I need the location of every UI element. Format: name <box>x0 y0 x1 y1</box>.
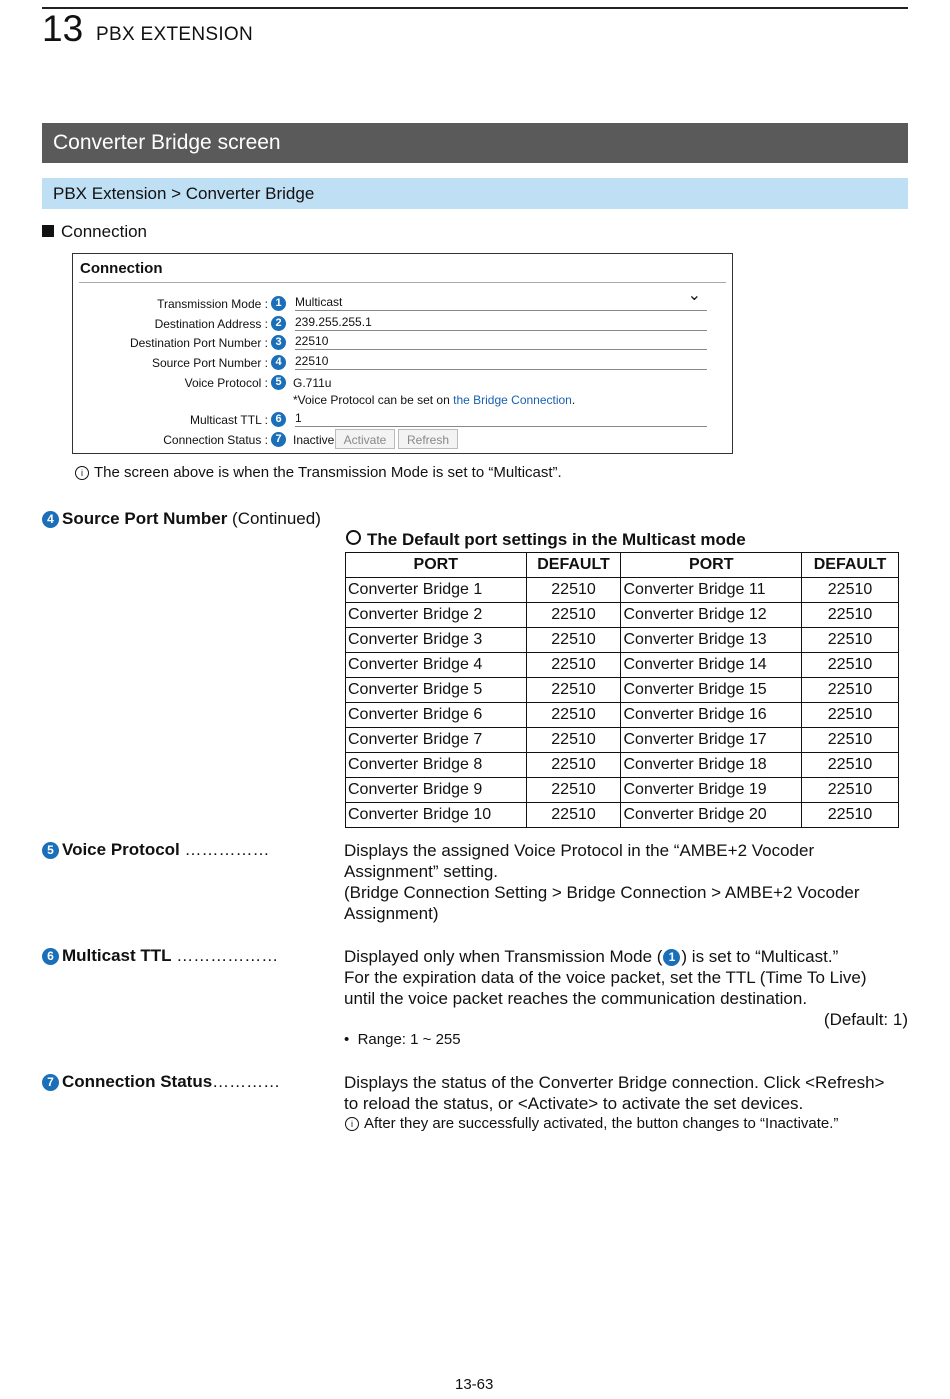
callout-4-icon: 4 <box>42 511 59 528</box>
callout-4-icon: 4 <box>271 355 286 370</box>
table-cell: 22510 <box>802 703 899 728</box>
table-cell: Converter Bridge 18 <box>621 753 802 778</box>
chapter-title: PBX EXTENSION <box>96 24 253 45</box>
desc-text: Displayed only when Transmission Mode ( <box>344 947 663 966</box>
item-connection-status <box>42 1072 280 1092</box>
chapter-number: 13 <box>42 8 84 49</box>
table-row <box>346 753 899 778</box>
callout-1-icon: 1 <box>271 296 286 311</box>
table-cell: 22510 <box>526 778 621 803</box>
table-cell: 22510 <box>526 803 621 828</box>
callout-6-icon: 6 <box>42 948 59 965</box>
column-header: DEFAULT <box>802 553 899 578</box>
table-row <box>346 578 899 603</box>
table-cell: 22510 <box>526 603 621 628</box>
callout-7-icon: 7 <box>42 1074 59 1091</box>
table-row <box>346 703 899 728</box>
destination-address-input[interactable]: 239.255.255.1 <box>295 314 707 331</box>
multicast-ttl-row <box>73 412 734 430</box>
table-cell: 22510 <box>802 578 899 603</box>
table-cell: Converter Bridge 16 <box>621 703 802 728</box>
table-cell: Converter Bridge 14 <box>621 653 802 678</box>
transmission-mode-select[interactable]: Multicast ⌄ <box>295 294 707 311</box>
page-number: 13-63 <box>455 1376 494 1393</box>
leader-dots: ……………… <box>171 946 279 965</box>
table-cell: 22510 <box>802 603 899 628</box>
screen-note-text: The screen above is when the Transmission Mode is set to “Multicast”. <box>94 464 562 481</box>
table-cell: Converter Bridge 19 <box>621 778 802 803</box>
table-cell: Converter Bridge 5 <box>346 678 527 703</box>
desc-line: Assignment) <box>344 904 439 923</box>
desc-line <box>344 946 908 967</box>
desc-line: to reload the status, or <Activate> to activate the set devices. <box>344 1094 804 1113</box>
connection-panel <box>72 253 733 454</box>
desc-line: (Bridge Connection Setting > Bridge Connection > AMBE+2 Vocoder <box>344 883 860 902</box>
table-cell: Converter Bridge 7 <box>346 728 527 753</box>
table-cell: Converter Bridge 10 <box>346 803 527 828</box>
table-cell: 22510 <box>802 753 899 778</box>
destination-address-row <box>73 316 734 334</box>
voice-protocol-label: Voice Protocol : <box>184 376 268 390</box>
panel-divider <box>79 282 726 283</box>
table-cell: 22510 <box>526 653 621 678</box>
table-row <box>346 778 899 803</box>
voice-protocol-note <box>293 393 575 407</box>
table-cell: Converter Bridge 6 <box>346 703 527 728</box>
callout-5-icon: 5 <box>271 375 286 390</box>
range-bullet: • Range: 1 ~ 255 <box>344 1031 461 1048</box>
desc-text: ) is set to “Multicast.” <box>681 947 839 966</box>
subheading-text: Connection <box>61 222 148 241</box>
table-cell: Converter Bridge 2 <box>346 603 527 628</box>
table-cell: 22510 <box>802 653 899 678</box>
table-cell: Converter Bridge 12 <box>621 603 802 628</box>
multicast-ttl-input[interactable]: 1 <box>295 410 707 427</box>
table-cell: 22510 <box>526 753 621 778</box>
connection-status-row <box>73 432 734 450</box>
destination-port-row <box>73 335 734 353</box>
table-cell: Converter Bridge 20 <box>621 803 802 828</box>
square-bullet-icon <box>42 225 54 237</box>
table-cell: 22510 <box>802 803 899 828</box>
table-heading-text: The Default port settings in the Multicast mode <box>367 530 746 549</box>
table-header-row <box>346 553 899 578</box>
screen-note <box>75 464 562 481</box>
voice-protocol-row <box>73 375 734 393</box>
voice-protocol-value: G.711u <box>293 376 332 390</box>
info-icon: i <box>345 1117 359 1131</box>
section-title: Converter Bridge screen <box>42 123 908 163</box>
callout-3-icon: 3 <box>271 335 286 350</box>
column-header: DEFAULT <box>526 553 621 578</box>
voice-note-text: *Voice Protocol can be set on <box>293 393 454 407</box>
table-cell: 22510 <box>526 628 621 653</box>
activate-button[interactable]: Activate <box>335 429 395 449</box>
desc-line: Displays the assigned Voice Protocol in the “AMBE+2 Vocoder <box>344 841 815 860</box>
table-cell: Converter Bridge 4 <box>346 653 527 678</box>
table-cell: Converter Bridge 9 <box>346 778 527 803</box>
table-row <box>346 803 899 828</box>
multicast-ttl-label: Multicast TTL : <box>189 413 268 427</box>
table-row <box>346 628 899 653</box>
transmission-mode-row <box>73 296 734 314</box>
callout-2-icon: 2 <box>271 316 286 331</box>
connection-status-value: Inactive <box>293 433 335 447</box>
connection-status-label: Connection Status : <box>163 433 268 447</box>
voice-note-period: . <box>571 393 576 407</box>
activation-note-text: After they are successfully activated, the button changes to “Inactivate.” <box>364 1115 839 1132</box>
table-cell: Converter Bridge 15 <box>621 678 802 703</box>
default-ports-table <box>345 552 899 828</box>
callout-5-icon: 5 <box>42 842 59 859</box>
leader-dots: ………… <box>212 1072 281 1091</box>
desc-line: Assignment” setting. <box>344 862 499 881</box>
item-voice-protocol <box>42 840 270 860</box>
callout-1-icon: 1 <box>663 949 680 966</box>
table-row <box>346 728 899 753</box>
table-cell: 22510 <box>802 678 899 703</box>
destination-port-label: Destination Port Number : <box>129 336 268 350</box>
column-header: PORT <box>346 553 527 578</box>
refresh-button[interactable]: Refresh <box>398 429 458 449</box>
voice-protocol-description <box>344 840 860 924</box>
destination-port-input[interactable]: 22510 <box>295 333 707 350</box>
item-title: Voice Protocol <box>62 840 180 859</box>
nav-path: PBX Extension > Converter Bridge <box>42 178 908 209</box>
table-cell: 22510 <box>802 728 899 753</box>
desc-line: Displays the status of the Converter Bridge connection. Click <Refresh> <box>344 1073 885 1092</box>
source-port-label: Source Port Number : <box>151 356 268 370</box>
subheading <box>42 222 147 242</box>
table-cell: 22510 <box>526 703 621 728</box>
source-port-input[interactable]: 22510 <box>295 353 707 370</box>
transmission-mode-label: Transmission Mode : <box>157 297 268 311</box>
circle-bullet-icon <box>346 530 361 545</box>
callout-6-icon: 6 <box>271 412 286 427</box>
item-title: Source Port Number <box>62 509 228 528</box>
multicast-ttl-description <box>344 946 908 1030</box>
item-title: Multicast TTL <box>62 946 172 965</box>
table-cell: 22510 <box>526 578 621 603</box>
column-header: PORT <box>621 553 802 578</box>
info-icon: i <box>75 466 89 480</box>
table-row <box>346 678 899 703</box>
connection-status-description <box>344 1072 885 1114</box>
table-cell: 22510 <box>526 728 621 753</box>
desc-line: until the voice packet reaches the communication destination. <box>344 989 808 1008</box>
table-row <box>346 603 899 628</box>
range-text: Range: 1 ~ 255 <box>357 1031 461 1048</box>
table-row <box>346 653 899 678</box>
desc-line: For the expiration data of the voice packet, set the TTL (Time To Live) <box>344 968 867 987</box>
callout-7-icon: 7 <box>271 432 286 447</box>
table-cell: Converter Bridge 1 <box>346 578 527 603</box>
bridge-connection-link[interactable]: the Bridge Connection <box>453 393 572 407</box>
activation-note <box>345 1115 838 1132</box>
table-cell: Converter Bridge 11 <box>621 578 802 603</box>
table-cell: 22510 <box>526 678 621 703</box>
table-cell: Converter Bridge 17 <box>621 728 802 753</box>
default-value: (Default: 1) <box>823 1010 908 1029</box>
source-port-row <box>73 355 734 373</box>
item-title: Connection Status <box>62 1072 213 1091</box>
table-cell: Converter Bridge 3 <box>346 628 527 653</box>
panel-title: Connection <box>80 260 163 277</box>
item-source-port <box>42 509 321 529</box>
item-multicast-ttl <box>42 946 278 966</box>
table-cell: Converter Bridge 8 <box>346 753 527 778</box>
table-cell: Converter Bridge 13 <box>621 628 802 653</box>
leader-dots: …………… <box>179 840 270 859</box>
destination-address-label: Destination Address : <box>154 317 268 331</box>
table-cell: 22510 <box>802 628 899 653</box>
table-heading <box>346 530 746 550</box>
item-suffix: (Continued) <box>227 509 321 528</box>
table-cell: 22510 <box>802 778 899 803</box>
top-rule <box>42 7 908 9</box>
